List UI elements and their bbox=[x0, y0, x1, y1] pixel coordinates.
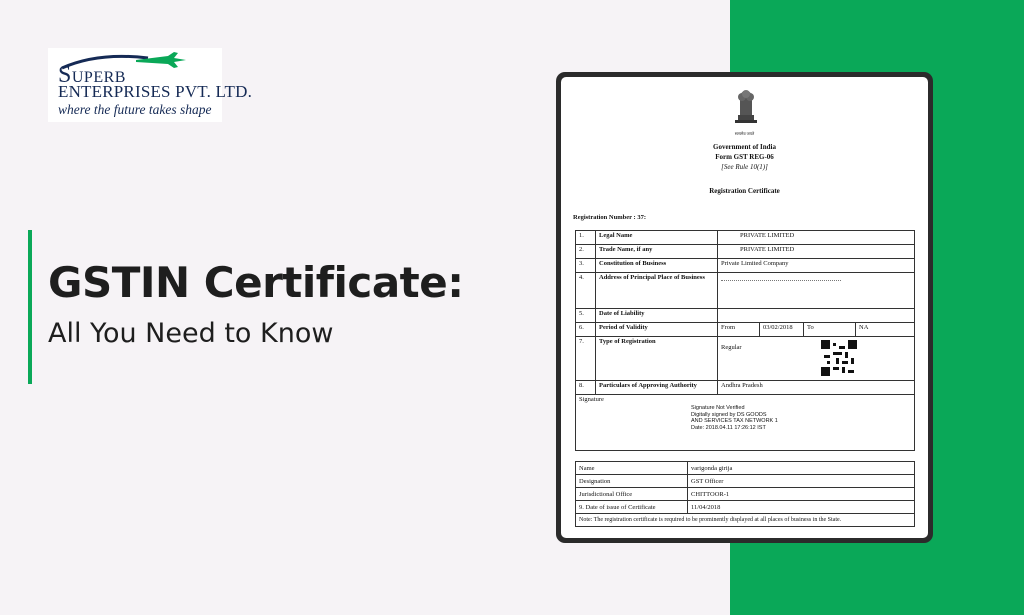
row-value-with-qr bbox=[718, 337, 915, 381]
officer-table bbox=[575, 461, 915, 527]
row-value bbox=[718, 309, 915, 323]
row-value: Private Limited Company bbox=[718, 259, 915, 273]
logo-line-1: SUPERB bbox=[58, 62, 126, 88]
table-row bbox=[576, 381, 915, 395]
row-label: Date of Liability bbox=[596, 309, 718, 323]
row-value: GST Officer bbox=[688, 475, 915, 488]
validity-to-value: NA bbox=[856, 323, 915, 337]
row-number: 3. bbox=[576, 259, 596, 273]
table-row bbox=[576, 501, 915, 514]
row-label: Constitution of Business bbox=[596, 259, 718, 273]
row-label: Legal Name bbox=[596, 231, 718, 245]
signature-line: Date: 2018.04.11 17:26:12 IST bbox=[691, 424, 766, 431]
table-row bbox=[576, 231, 915, 245]
validity-from-value: 03/02/2018 bbox=[760, 323, 804, 337]
row-number: 1. bbox=[576, 231, 596, 245]
row-label: Period of Validity bbox=[596, 323, 718, 337]
row-label: Type of Registration bbox=[596, 337, 718, 381]
logo-line-2: ENTERPRISES PVT. LTD. bbox=[58, 82, 253, 101]
tablet-frame bbox=[556, 72, 933, 543]
table-row bbox=[576, 488, 915, 501]
row-number: 2. bbox=[576, 245, 596, 259]
row-label: Name bbox=[576, 462, 688, 475]
validity-from-label: From bbox=[718, 323, 760, 337]
doc-header-line-2: Form GST REG-06 bbox=[715, 153, 774, 161]
table-row bbox=[576, 259, 915, 273]
row-value: PRIVATE LIMITED bbox=[718, 245, 915, 259]
doc-title: Registration Certificate bbox=[709, 187, 780, 195]
page-subtitle: All You Need to Know bbox=[48, 318, 334, 349]
note-row bbox=[576, 514, 915, 527]
table-row bbox=[576, 273, 915, 309]
company-logo bbox=[48, 48, 253, 122]
table-row bbox=[576, 309, 915, 323]
page-title: GSTIN Certificate: bbox=[48, 258, 464, 307]
doc-header-line-3: [See Rule 10(1)] bbox=[721, 163, 768, 171]
table-row bbox=[576, 245, 915, 259]
logo-tagline: where the future takes shape bbox=[58, 102, 212, 117]
signature-line: Digitally signed by DS GOODS bbox=[691, 411, 767, 418]
signature-line: AND SERVICES TAX NETWORK 1 bbox=[691, 418, 778, 424]
signature-label: Signature bbox=[579, 396, 604, 403]
table-row bbox=[576, 323, 915, 337]
table-row bbox=[576, 337, 915, 381]
row-value: Regular bbox=[721, 344, 742, 351]
table-row bbox=[576, 475, 915, 488]
row-label: Jurisdictional Office bbox=[576, 488, 688, 501]
row-number: 5. bbox=[576, 309, 596, 323]
signature-row bbox=[576, 395, 915, 451]
heading-accent-bar bbox=[28, 230, 32, 384]
row-label: Designation bbox=[576, 475, 688, 488]
row-label: Particulars of Approving Authority bbox=[596, 381, 718, 395]
row-number: 6. bbox=[576, 323, 596, 337]
doc-header-line-1: Government of India bbox=[713, 143, 776, 151]
table-row bbox=[576, 462, 915, 475]
row-label: 9. Date of issue of Certificate bbox=[576, 501, 688, 514]
qr-code-icon bbox=[821, 340, 857, 376]
emblem-caption: सत्यमेव जयते bbox=[734, 131, 755, 136]
validity-to-label: To bbox=[804, 323, 856, 337]
row-value: PRIVATE LIMITED bbox=[718, 231, 915, 245]
row-number: 4. bbox=[576, 273, 596, 309]
row-value: 11/04/2018 bbox=[688, 501, 915, 514]
row-number: 7. bbox=[576, 337, 596, 381]
row-value: Andhra Pradesh bbox=[718, 381, 915, 395]
certificate-document bbox=[561, 77, 928, 538]
certificate-note: Note: The registration certificate is required to be prominently displayed at all places of business in the State. bbox=[576, 514, 915, 527]
digital-signature-block bbox=[579, 403, 911, 431]
row-label: Trade Name, if any bbox=[596, 245, 718, 259]
row-value: CHITTOOR-1 bbox=[688, 488, 915, 501]
row-label: Address of Principal Place of Business bbox=[596, 273, 718, 309]
row-value: varigonda girija bbox=[688, 462, 915, 475]
certificate-table bbox=[575, 230, 915, 451]
row-value-redacted bbox=[718, 273, 915, 309]
row-number: 8. bbox=[576, 381, 596, 395]
signature-line: Signature Not Verified bbox=[691, 405, 745, 411]
registration-number: Registration Number : 37: bbox=[573, 214, 646, 221]
national-emblem-icon bbox=[729, 85, 763, 131]
